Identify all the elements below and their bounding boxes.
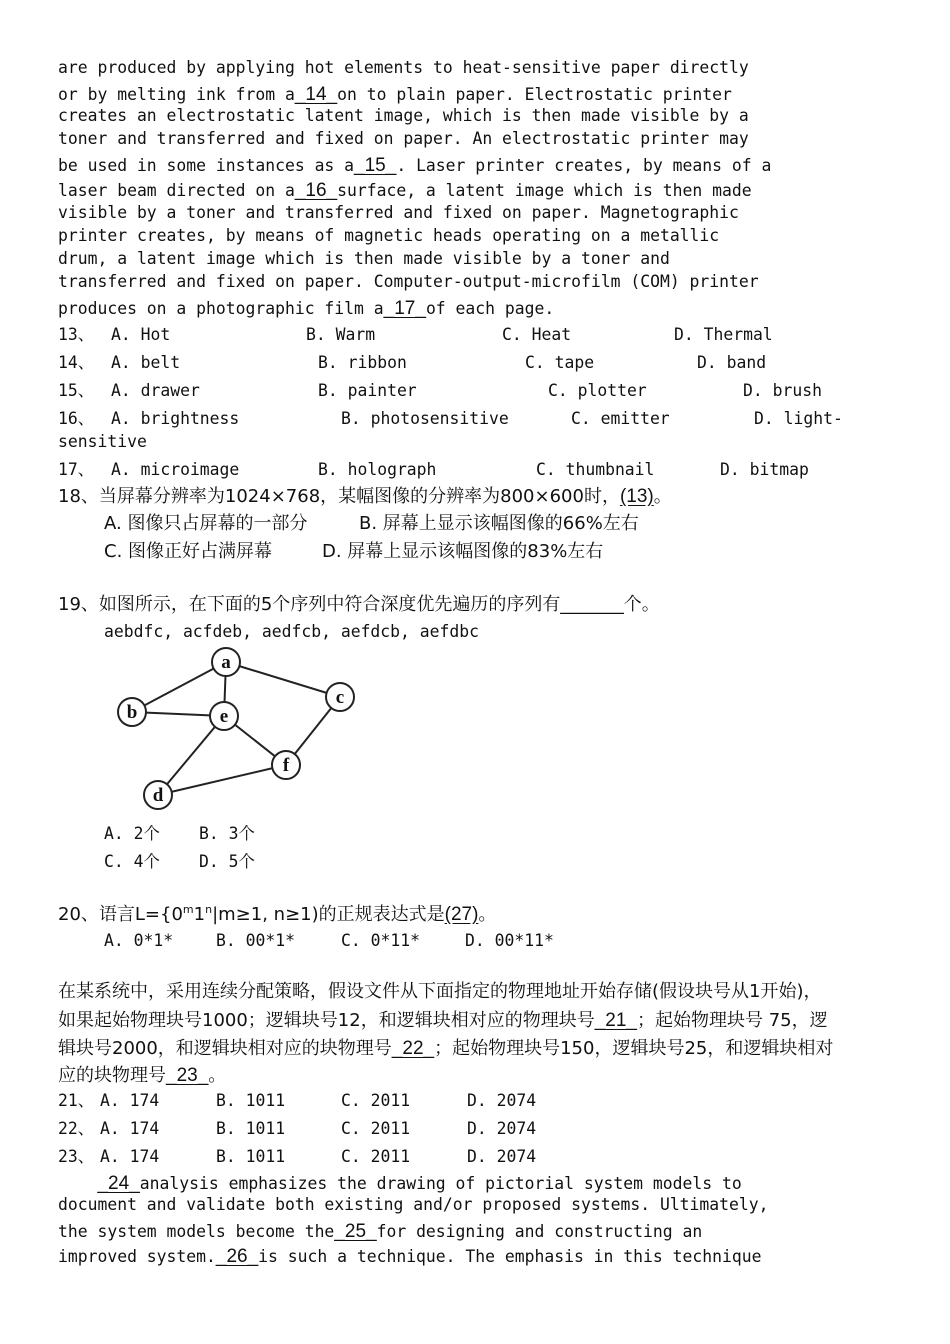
passage3-line-1: _24_analysis emphasizes the drawing of pictorial system models to xyxy=(97,1173,742,1194)
blank-17: _17_ xyxy=(383,298,426,319)
q16-option-c: C. emitter xyxy=(571,409,670,428)
q21-option-b: B. 1011 xyxy=(216,1091,286,1110)
q21-option-a: A. 174 xyxy=(100,1091,160,1110)
q20-option-a: A. 0*1* xyxy=(104,931,174,950)
passage3-line-2: document and validate both existing and/or proposed systems. Ultimately, xyxy=(58,1195,769,1214)
blank-24: _24_ xyxy=(97,1173,140,1194)
q19-sequences: aebdfc, acfdeb, aedfcb, aefdcb, aefdbc xyxy=(104,622,479,641)
q16-option-d-cont: sensitive xyxy=(58,432,147,451)
q14-option-b: B. ribbon xyxy=(318,353,407,372)
q15-option-c: C. plotter xyxy=(548,381,647,400)
q13-option-d: D. Thermal xyxy=(674,325,773,344)
q17-option-d: D. bitmap xyxy=(720,460,809,479)
q20-option-d: D. 00*11* xyxy=(465,931,554,950)
q22-option-c: C. 2011 xyxy=(341,1119,411,1138)
q23-option-a: A. 174 xyxy=(100,1147,160,1166)
node-b-label: b xyxy=(126,702,138,723)
q21-number: 21、 xyxy=(58,1091,95,1110)
passage1-line-7: visible by a toner and transferred and fixed on paper. Magnetographic xyxy=(58,203,739,222)
q15-number: 15、 xyxy=(58,381,95,400)
q21-option-d: D. 2074 xyxy=(467,1091,537,1110)
blank-15: _15_ xyxy=(354,155,397,176)
edge-d-f xyxy=(158,765,286,795)
q18-option-b: B. 屏幕上显示该幅图像的66%左右 xyxy=(359,513,639,534)
q18-option-a: A. 图像只占屏幕的一部分 xyxy=(104,513,308,534)
q23-number: 23、 xyxy=(58,1147,95,1166)
blank-23: _23_ xyxy=(166,1065,209,1086)
q14-option-c: C. tape xyxy=(525,353,595,372)
blank-14: _14_ xyxy=(294,84,338,105)
q17-option-a: A. microimage xyxy=(111,460,240,479)
passage1-line-3: creates an electrostatic latent image, which is then made visible by a xyxy=(58,106,749,125)
q18-stem: 18、当屏幕分辨率为1024×768，某幅图像的分辨率为800×600时，(13)。 xyxy=(58,486,672,507)
q17-option-b: B. holograph xyxy=(318,460,437,479)
passage2-line-3: 辑块号2000，和逻辑块相对应的块物理号_22_；起始物理块号150，逻辑块号25，和逻辑块相对 xyxy=(58,1038,834,1059)
q20-option-c: C. 0*11* xyxy=(341,931,420,950)
q19-option-a: A. 2个 xyxy=(104,824,160,843)
q15-option-a: A. drawer xyxy=(111,381,200,400)
edge-e-d xyxy=(158,716,224,795)
node-d-label: d xyxy=(152,785,164,806)
q22-option-b: B. 1011 xyxy=(216,1119,286,1138)
blank-26: _26_ xyxy=(215,1246,259,1267)
q18-option-c: C. 图像正好占满屏幕 xyxy=(104,541,273,562)
q13-option-a: A. Hot xyxy=(111,325,171,344)
q19-option-b: B. 3个 xyxy=(199,824,255,843)
passage1-line-1: are produced by applying hot elements to heat-sensitive paper directly xyxy=(58,58,749,77)
q16-option-a: A. brightness xyxy=(111,409,240,428)
node-f-label: f xyxy=(282,755,290,776)
q14-option-a: A. belt xyxy=(111,353,181,372)
q16-number: 16、 xyxy=(58,409,95,428)
passage1-line-11: produces on a photographic film a_17_of each page. xyxy=(58,298,555,319)
passage2-line-2: 如果起始物理块号1000；逻辑块号12，和逻辑块相对应的物理块号_21_；起始物理块号 75，逻 xyxy=(58,1010,828,1031)
passage3-line-3: the system models become the_25_for designing and constructing an xyxy=(58,1221,703,1242)
q21-option-c: C. 2011 xyxy=(341,1091,411,1110)
q23-option-b: B. 1011 xyxy=(216,1147,286,1166)
q19-stem: 19、如图所示，在下面的5个序列中符合深度优先遍历的序列有______个。 xyxy=(58,594,660,615)
node-c-label: c xyxy=(335,687,345,708)
passage1-line-6: laser beam directed on a_16_surface, a latent image which is then made xyxy=(58,180,752,201)
graph-diagram xyxy=(110,642,360,814)
q22-number: 22、 xyxy=(58,1119,95,1138)
q18-option-d: D. 屏幕上显示该幅图像的83%左右 xyxy=(322,541,604,562)
passage1-line-4: toner and transferred and fixed on paper. An electrostatic printer may xyxy=(58,129,749,148)
passage1-line-5: be used in some instances as a_15_. Laser printer creates, by means of a xyxy=(58,155,772,176)
q13-number: 13、 xyxy=(58,325,95,344)
node-e-label: e xyxy=(219,706,229,727)
blank-21: _21_ xyxy=(594,1010,637,1031)
passage1-line-10: transferred and fixed on paper. Computer-output-microfilm (COM) printer xyxy=(58,272,759,291)
node-a-label: a xyxy=(221,652,231,673)
q23-option-d: D. 2074 xyxy=(467,1147,537,1166)
q13-option-c: C. Heat xyxy=(502,325,572,344)
blank-16: _16_ xyxy=(294,180,338,201)
blank-19: ______ xyxy=(560,594,624,615)
blank-13: (13) xyxy=(619,486,654,507)
q19-option-d: D. 5个 xyxy=(199,852,255,871)
q17-option-c: C. thumbnail xyxy=(536,460,655,479)
passage2-line-4: 应的块物理号_23_。 xyxy=(58,1065,227,1086)
passage2-line-1: 在某系统中，采用连续分配策略，假设文件从下面指定的物理地址开始存储(假设块号从1开始)， xyxy=(58,981,822,1002)
q20-stem: 20、语言$L=\{0^m1^n|m\ge 1$, n≥1)的正规表达式是(27)。 xyxy=(58,903,497,925)
edge-a-c xyxy=(226,662,340,697)
q14-number: 14、 xyxy=(58,353,95,372)
q17-number: 17、 xyxy=(58,460,95,479)
blank-25: _25_ xyxy=(334,1221,377,1242)
passage1-line-9: drum, a latent image which is then made visible by a toner and xyxy=(58,249,670,268)
q23-option-c: C. 2011 xyxy=(341,1147,411,1166)
blank-27: (27) xyxy=(444,904,479,925)
q15-option-b: B. painter xyxy=(318,381,417,400)
q15-option-d: D. brush xyxy=(743,381,822,400)
q16-option-b: B. photosensitive xyxy=(341,409,509,428)
q16-option-d: D. light- xyxy=(754,409,843,428)
q14-option-d: D. band xyxy=(697,353,767,372)
passage1-line-2: or by melting ink from a_14_on to plain paper. Electrostatic printer xyxy=(58,84,732,105)
passage3-line-4: improved system._26_is such a technique. The emphasis in this technique xyxy=(58,1246,762,1267)
q20-option-b: B. 00*1* xyxy=(216,931,295,950)
q22-option-d: D. 2074 xyxy=(467,1119,537,1138)
passage1-line-8: printer creates, by means of magnetic heads operating on a metallic xyxy=(58,226,720,245)
edge-a-b xyxy=(132,662,226,712)
q19-option-c: C. 4个 xyxy=(104,852,160,871)
q13-option-b: B. Warm xyxy=(306,325,376,344)
q22-option-a: A. 174 xyxy=(100,1119,160,1138)
blank-22: _22_ xyxy=(391,1038,435,1059)
